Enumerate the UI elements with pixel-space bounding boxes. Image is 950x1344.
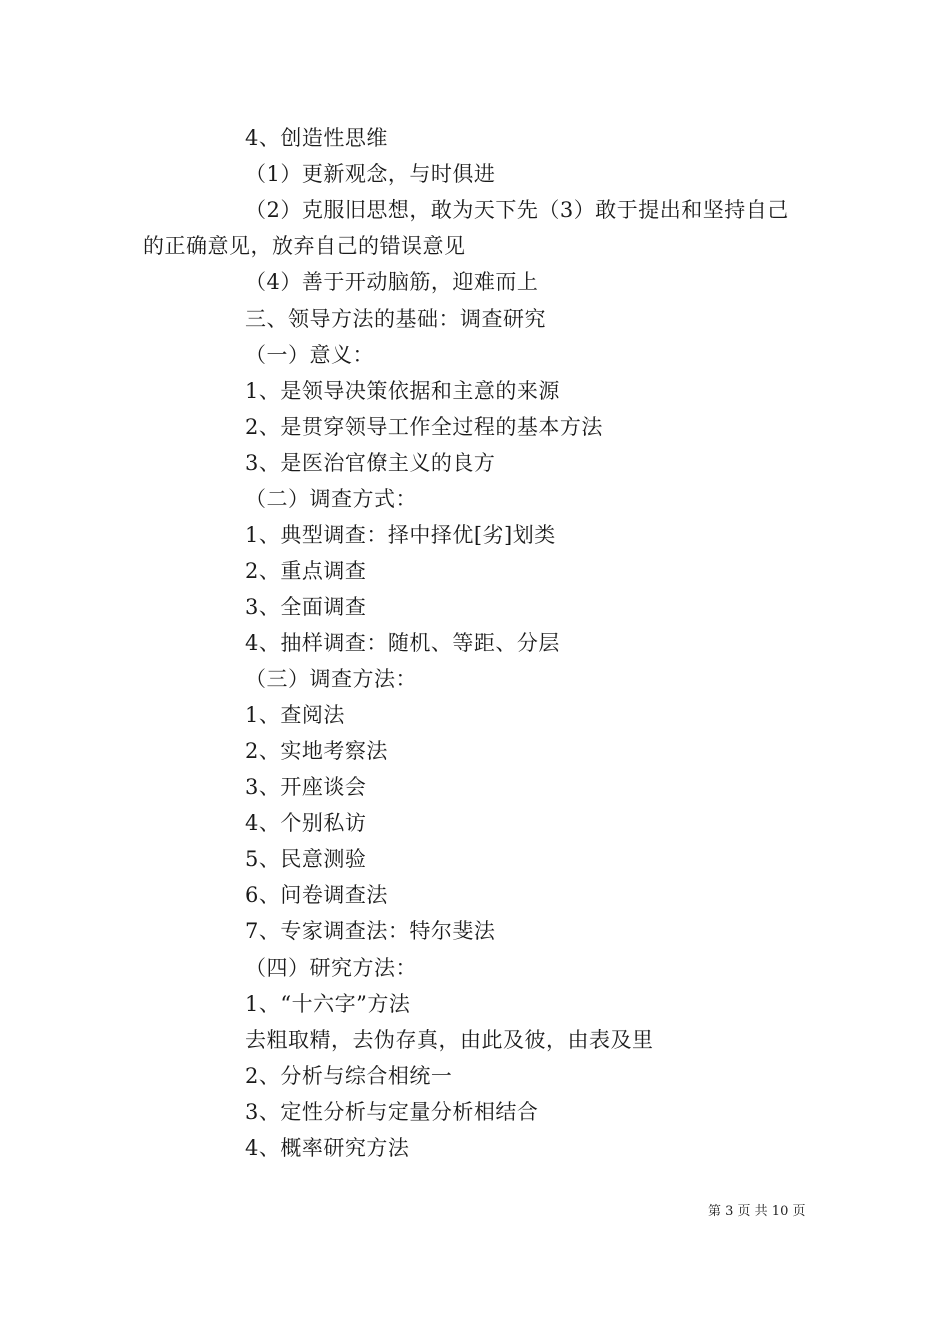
list-item: 2、是贯穿领导工作全过程的基本方法 [245, 415, 603, 439]
list-item: 7、专家调查法：特尔斐法 [245, 919, 496, 943]
list-item: 2、实地考察法 [245, 739, 388, 763]
list-item: 4、概率研究方法 [245, 1136, 410, 1160]
subsection-heading: （二）调查方式： [245, 487, 417, 511]
list-item: 1、“十六字”方法 [245, 992, 411, 1016]
list-item: 5、民意测验 [245, 847, 367, 871]
list-item: 1、查阅法 [245, 703, 345, 727]
list-item: （4）善于开动脑筋，迎难而上 [245, 270, 539, 294]
list-item: 3、开座谈会 [245, 775, 367, 799]
list-item: 1、是领导决策依据和主意的来源 [245, 379, 560, 403]
list-item: 2、分析与综合相统一 [245, 1064, 453, 1088]
list-item: 3、定性分析与定量分析相结合 [245, 1100, 539, 1124]
list-item-continuation: 的正确意见，放弃自己的错误意见 [143, 234, 466, 258]
list-item: 1、典型调查：择中择优[劣]划类 [245, 523, 556, 547]
list-item: （1）更新观念，与时俱进 [245, 162, 496, 186]
list-item: 3、是医治官僚主义的良方 [245, 451, 496, 475]
page-number: 第 3 页 共 10 页 [708, 1204, 806, 1219]
list-item: 2、重点调查 [245, 559, 367, 583]
subsection-heading: （四）研究方法： [245, 956, 417, 980]
body-text: 去粗取精，去伪存真，由此及彼，由表及里 [245, 1028, 654, 1052]
list-item: 3、全面调查 [245, 595, 367, 619]
subsection-heading: （三）调查方法： [245, 667, 417, 691]
list-item: （2）克服旧思想，敢为天下先（3）敢于提出和坚持自己 [245, 198, 789, 222]
list-item: 6、问卷调查法 [245, 883, 388, 907]
heading-creative-thinking: 4、创造性思维 [245, 126, 388, 150]
section-heading: 三、领导方法的基础：调查研究 [245, 307, 546, 331]
subsection-heading: （一）意义： [245, 343, 374, 367]
list-item: 4、抽样调查：随机、等距、分层 [245, 631, 560, 655]
list-item: 4、个别私访 [245, 811, 367, 835]
